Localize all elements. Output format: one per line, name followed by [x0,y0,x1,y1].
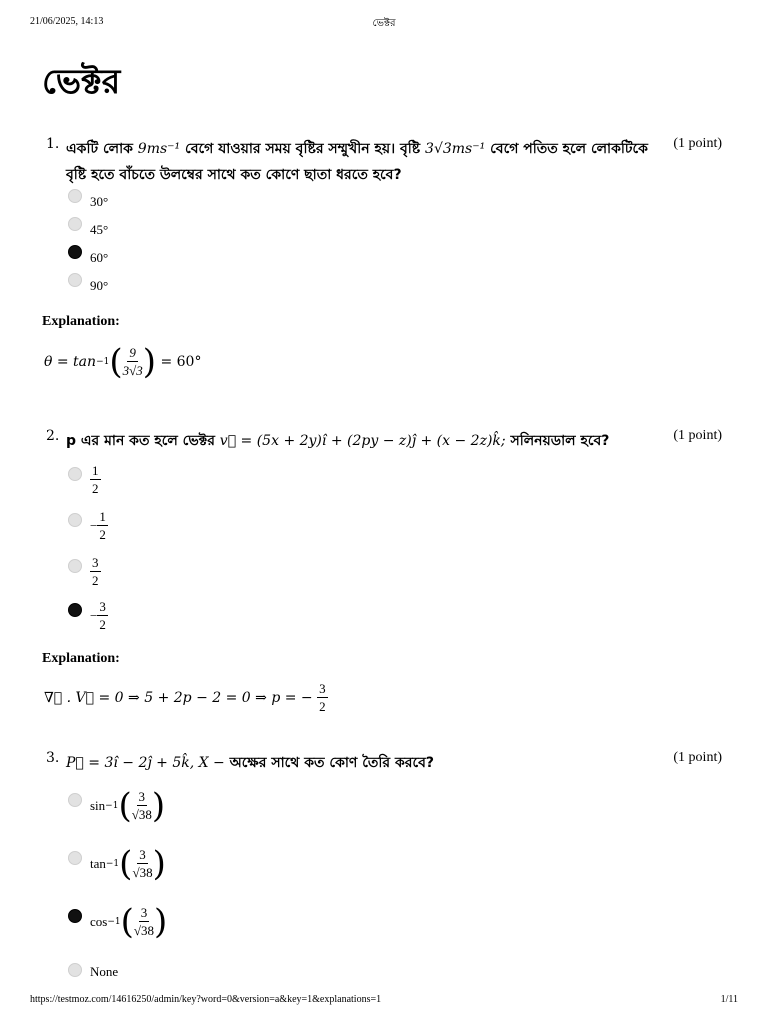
option-2[interactable]: tan −1 ( $\frac{3}{√38}$ ) [68,846,166,881]
radio-icon[interactable] [68,963,82,977]
fraction: $\frac{3}{√38}$ [132,847,153,880]
page-title: ভেক্টর [42,62,121,102]
math-inline: 3√3ms⁻¹ [425,141,486,157]
fraction: $\frac{3}{2}$ [99,599,106,632]
fraction: $\frac{1}{2}$ [92,463,99,496]
radio-icon[interactable] [68,467,82,481]
points-label: (1 point) [673,750,722,765]
radio-icon[interactable] [68,513,82,527]
radio-icon[interactable] [68,793,82,807]
print-page-number: 1/11 [720,994,738,1005]
option-3[interactable]: cos −1 ( $\frac{3}{√38}$ ) [68,904,167,939]
radio-icon[interactable] [68,851,82,865]
option-4[interactable]: 90° [68,278,108,294]
question-number: 1. [46,136,60,152]
option-3[interactable]: 60° [68,250,108,266]
option-1[interactable]: sin −1 ( $\frac{3}{√38}$ ) [68,788,165,823]
explanation-formula: θ = tan −1 ( $\frac{9}{3√3}$ ) = 60° [44,341,202,382]
print-datetime: 21/06/2025, 14:13 [30,16,104,27]
radio-selected-icon[interactable] [68,603,82,617]
question-text: p এর মান কত হলে ভেক্টর v⃗ = (5x + 2y)î + (2py − z)ĵ + (x − 2z)k̂; সলিনয়ডাল হবে? [66,433,610,449]
option-1[interactable]: 30° [68,194,108,210]
question-text: একটি লোক 9ms⁻¹ বেগে যাওয়ার সময় বৃষ্টির সম্মুখীন হয়। বৃষ্টি 3√3ms⁻¹ বেগে পতিত হলে লোকটিকে বৃষ্টি হতে বাঁচতে উলম্বের সাথে কত কোণে ছাতা ধরতে হবে? [66,141,648,183]
option-2[interactable]: − $\frac{1}{2}$ [68,508,108,543]
radio-icon[interactable] [68,189,82,203]
fraction: $\frac{9}{3√3}$ [122,345,143,378]
math-inline: P⃗ = 3î − 2ĵ + 5k̂, X − [66,755,225,771]
fraction: $\frac{3}{√38}$ [131,789,152,822]
question-text: P⃗ = 3î − 2ĵ + 5k̂, X − অক্ষের সাথে কত কোণ তৈরি করবে? [66,755,435,771]
fraction: $\frac{3}{2}$ [92,555,99,588]
question-number: 3. [46,750,60,766]
radio-selected-icon[interactable] [68,909,82,923]
fraction: $\frac{3}{2}$ [319,681,326,714]
option-1[interactable] [68,462,101,497]
option-4[interactable]: None [68,964,118,980]
radio-icon[interactable] [68,559,82,573]
option-4[interactable]: − $\frac{3}{2}$ [68,598,108,633]
radio-icon[interactable] [68,273,82,287]
math-inline: 9ms⁻¹ [137,141,181,157]
option-3[interactable] [68,554,101,589]
math-inline: v⃗ = (5x + 2y)î + (2py − z)ĵ + (x − 2z)k̂; [219,433,506,449]
print-page-title: ভেক্টর [372,18,396,29]
question-number: 2. [46,428,60,444]
radio-icon[interactable] [68,217,82,231]
points-label: (1 point) [673,136,722,151]
explanation-formula: ∇⃗ . V⃗ = 0 ⇒ 5 + 2p − 2 = 0 ⇒ p = − $\frac{3}{2}$ [44,681,326,714]
radio-selected-icon[interactable] [68,245,82,259]
points-label: (1 point) [673,428,722,443]
explanation-label: Explanation: [42,314,120,329]
fraction: $\frac{3}{√38}$ [133,905,155,938]
option-2[interactable]: 45° [68,222,108,238]
print-url: https://testmoz.com/14616250/admin/key?word=0&version=a&key=1&explanations=1 [30,994,382,1005]
fraction: $\frac{1}{2}$ [99,509,106,542]
explanation-label: Explanation: [42,651,120,666]
